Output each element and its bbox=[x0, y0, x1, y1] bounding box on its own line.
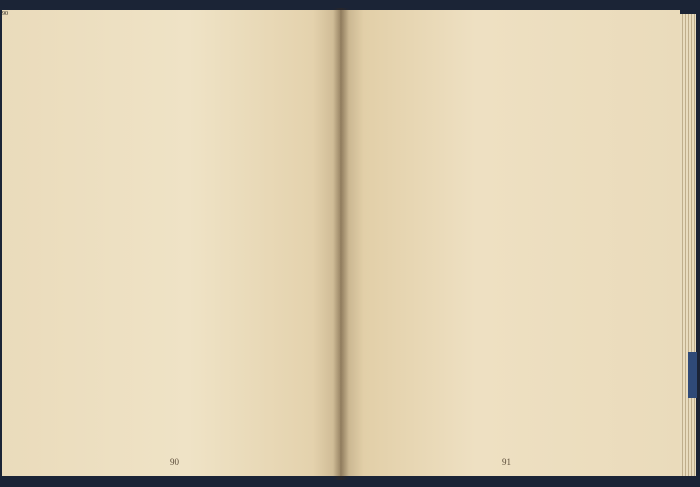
bookmark-ribbon bbox=[688, 352, 697, 398]
page-number: 90 bbox=[170, 456, 179, 467]
right-page bbox=[340, 10, 680, 476]
page-number: 91 bbox=[502, 456, 511, 467]
page-edges bbox=[680, 14, 696, 476]
left-page: 90 90 bbox=[2, 10, 340, 476]
book-gutter bbox=[333, 8, 349, 480]
